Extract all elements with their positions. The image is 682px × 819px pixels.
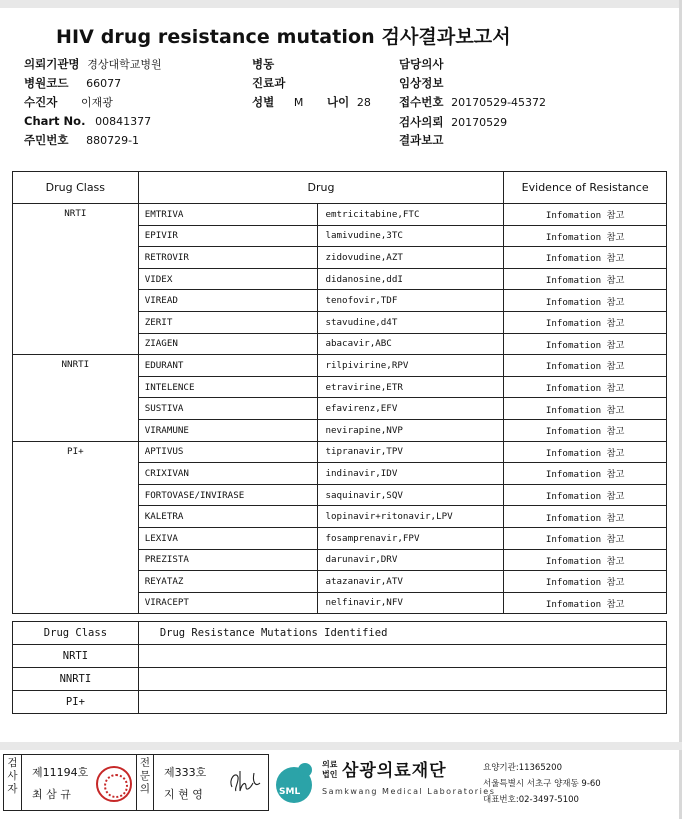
brand-name-cell: PREZISTA — [138, 549, 318, 571]
evidence-cell: Infomation 참고 — [504, 549, 667, 571]
mutation-class-cell: NNRTI — [13, 668, 139, 691]
sex-label: 성별 — [252, 95, 275, 109]
inspector-number: 제11194호 — [32, 766, 89, 779]
brand-name-cell: EDURANT — [138, 355, 318, 377]
brand-name-cell: INTELENCE — [138, 376, 318, 398]
patient-value: 이재광 — [80, 96, 113, 109]
institution-label: 의뢰기관명 — [24, 57, 80, 71]
brand-name-cell: FORTOVASE/INVIRASE — [138, 484, 318, 506]
info-doctor — [399, 56, 443, 72]
org-small-2: 법인 — [322, 770, 338, 779]
signature-icon — [226, 765, 262, 795]
generic-name-cell: abacavir,ABC — [318, 333, 504, 355]
specialist-name: 지 현 영 — [164, 788, 203, 801]
generic-name-cell: lamivudine,3TC — [318, 225, 504, 247]
generic-name-cell: darunavir,DRV — [318, 549, 504, 571]
evidence-cell: Infomation 참고 — [504, 204, 667, 226]
generic-name-cell: atazanavir,ATV — [318, 571, 504, 593]
generic-name-cell: tenofovir,TDF — [318, 290, 504, 312]
org-small-label — [322, 760, 337, 780]
chart-value: 00841377 — [95, 115, 152, 128]
table-row — [13, 355, 667, 377]
brand-name-cell: VIREAD — [138, 290, 318, 312]
info-resident — [24, 132, 139, 148]
evidence-cell: Infomation 참고 — [504, 311, 667, 333]
generic-name-cell: rilpivirine,RPV — [318, 355, 504, 377]
request-value: 20170529 — [451, 116, 508, 129]
org-english-name: Samkwang Medical Laboratories — [322, 787, 496, 796]
mutation-class-cell: NRTI — [13, 645, 139, 668]
org-phone: 대표번호:02-3497-5100 — [483, 795, 579, 805]
brand-name-cell: KALETRA — [138, 506, 318, 528]
footer-divider — [0, 742, 682, 750]
brand-name-cell: SUSTIVA — [138, 398, 318, 420]
mutation-table-header — [13, 622, 667, 645]
generic-name-cell: saquinavir,SQV — [318, 484, 504, 506]
dept-label: 진료과 — [252, 76, 286, 90]
generic-name-cell: emtricitabine,FTC — [318, 204, 504, 226]
seal-stamp-icon — [96, 766, 132, 802]
inspector-name: 최 삼 규 — [32, 788, 71, 801]
brand-name-cell: ZIAGEN — [138, 333, 318, 355]
brand-name-cell: EPIVIR — [138, 225, 318, 247]
evidence-cell: Infomation 참고 — [504, 376, 667, 398]
info-age — [327, 94, 371, 110]
evidence-cell: Infomation 참고 — [504, 592, 667, 614]
info-clinical — [399, 75, 443, 91]
info-receipt — [399, 94, 546, 110]
evidence-cell: Infomation 참고 — [504, 398, 667, 420]
info-institution — [24, 56, 162, 72]
generic-name-cell: didanosine,ddI — [318, 268, 504, 290]
table-row — [13, 645, 667, 668]
org-small-1: 의료 — [322, 760, 338, 769]
generic-name-cell: nevirapine,NVP — [318, 419, 504, 441]
doctor-label: 담당의사 — [399, 57, 444, 71]
ward-label: 병동 — [252, 57, 275, 71]
evidence-cell: Infomation 참고 — [504, 247, 667, 269]
table-row — [13, 668, 667, 691]
table-row — [13, 204, 667, 226]
resident-label: 주민번호 — [24, 133, 69, 147]
org-contact — [483, 760, 601, 808]
org-agency: 요양기관:11365200 — [483, 763, 562, 773]
brand-name-cell: REYATAZ — [138, 571, 318, 593]
sml-logo-icon — [270, 757, 318, 805]
evidence-cell: Infomation 참고 — [504, 290, 667, 312]
top-strip — [0, 0, 682, 8]
institution-value: 경상대학교병원 — [87, 58, 162, 71]
info-dept — [252, 75, 285, 91]
evidence-cell: Infomation 참고 — [504, 463, 667, 485]
brand-name-cell: RETROVIR — [138, 247, 318, 269]
patient-label: 수진자 — [24, 95, 58, 109]
mutation-table — [12, 621, 667, 714]
info-ward — [252, 56, 274, 72]
info-patient — [24, 94, 113, 110]
receipt-label: 접수번호 — [399, 95, 444, 109]
header-drug: Drug — [138, 172, 504, 204]
brand-name-cell: EMTRIVA — [138, 204, 318, 226]
generic-name-cell: stavudine,d4T — [318, 311, 504, 333]
generic-name-cell: nelfinavir,NFV — [318, 592, 504, 614]
info-report — [399, 132, 443, 148]
brand-name-cell: LEXIVA — [138, 527, 318, 549]
logo-text: SML — [279, 787, 301, 797]
generic-name-cell: etravirine,ETR — [318, 376, 504, 398]
header-drug-class: Drug Class — [13, 172, 139, 204]
table-row — [13, 441, 667, 463]
brand-name-cell: CRIXIVAN — [138, 463, 318, 485]
mutation-value-cell — [138, 645, 666, 668]
mutation-value-cell — [138, 691, 666, 714]
generic-name-cell: tipranavir,TPV — [318, 441, 504, 463]
generic-name-cell: zidovudine,AZT — [318, 247, 504, 269]
brand-name-cell: VIRACEPT — [138, 592, 318, 614]
sex-value: M — [293, 96, 304, 109]
specialist-number: 제333호 — [164, 766, 207, 779]
evidence-cell: Infomation 참고 — [504, 441, 667, 463]
generic-name-cell: indinavir,IDV — [318, 463, 504, 485]
mut-header-mutations: Drug Resistance Mutations Identified — [138, 622, 666, 645]
brand-name-cell: VIRAMUNE — [138, 419, 318, 441]
table-row — [13, 691, 667, 714]
inspector-vertical-label: 검 사 자 — [4, 755, 22, 810]
info-code — [24, 75, 121, 91]
evidence-cell: Infomation 참고 — [504, 419, 667, 441]
age-label: 나이 — [327, 95, 350, 109]
age-value: 28 — [356, 96, 371, 109]
report-label: 결과보고 — [399, 133, 444, 147]
header-evidence: Evidence of Resistance — [504, 172, 667, 204]
mutation-class-cell: PI+ — [13, 691, 139, 714]
evidence-cell: Infomation 참고 — [504, 355, 667, 377]
clinical-label: 임상정보 — [399, 76, 444, 90]
evidence-cell: Infomation 참고 — [504, 225, 667, 247]
drug-class-cell: PI+ — [13, 441, 139, 614]
resident-value: 880729-1 — [86, 134, 140, 147]
org-address: 서울특별시 서초구 양재동 9-60 — [483, 779, 601, 789]
generic-name-cell: fosamprenavir,FPV — [318, 527, 504, 549]
generic-name-cell: lopinavir+ritonavir,LPV — [318, 506, 504, 528]
info-chart — [24, 114, 151, 128]
org-name: 삼광의료재단 — [342, 761, 447, 781]
request-label: 검사의뢰 — [399, 115, 444, 129]
evidence-cell: Infomation 참고 — [504, 571, 667, 593]
evidence-cell: Infomation 참고 — [504, 527, 667, 549]
brand-name-cell: ZERIT — [138, 311, 318, 333]
code-label: 병원코드 — [24, 76, 69, 90]
evidence-cell: Infomation 참고 — [504, 333, 667, 355]
code-value: 66077 — [86, 77, 122, 90]
info-request — [399, 114, 507, 130]
brand-name-cell: VIDEX — [138, 268, 318, 290]
evidence-cell: Infomation 참고 — [504, 484, 667, 506]
info-sex — [252, 94, 303, 110]
generic-name-cell: efavirenz,EFV — [318, 398, 504, 420]
drug-table — [12, 171, 667, 614]
signature-box — [3, 754, 269, 811]
drug-class-cell: NNRTI — [13, 355, 139, 441]
chart-label: Chart No. — [24, 114, 86, 128]
drug-class-cell: NRTI — [13, 204, 139, 355]
evidence-cell: Infomation 참고 — [504, 506, 667, 528]
specialist-vertical-label: 전 문 의 — [136, 755, 154, 810]
mutation-value-cell — [138, 668, 666, 691]
receipt-value: 20170529-45372 — [451, 96, 547, 109]
brand-name-cell: APTIVUS — [138, 441, 318, 463]
drug-table-header — [13, 172, 667, 204]
page-title: HIV drug resistance mutation 검사결과보고서 — [56, 26, 511, 48]
mut-header-drug-class: Drug Class — [13, 622, 139, 645]
evidence-cell: Infomation 참고 — [504, 268, 667, 290]
